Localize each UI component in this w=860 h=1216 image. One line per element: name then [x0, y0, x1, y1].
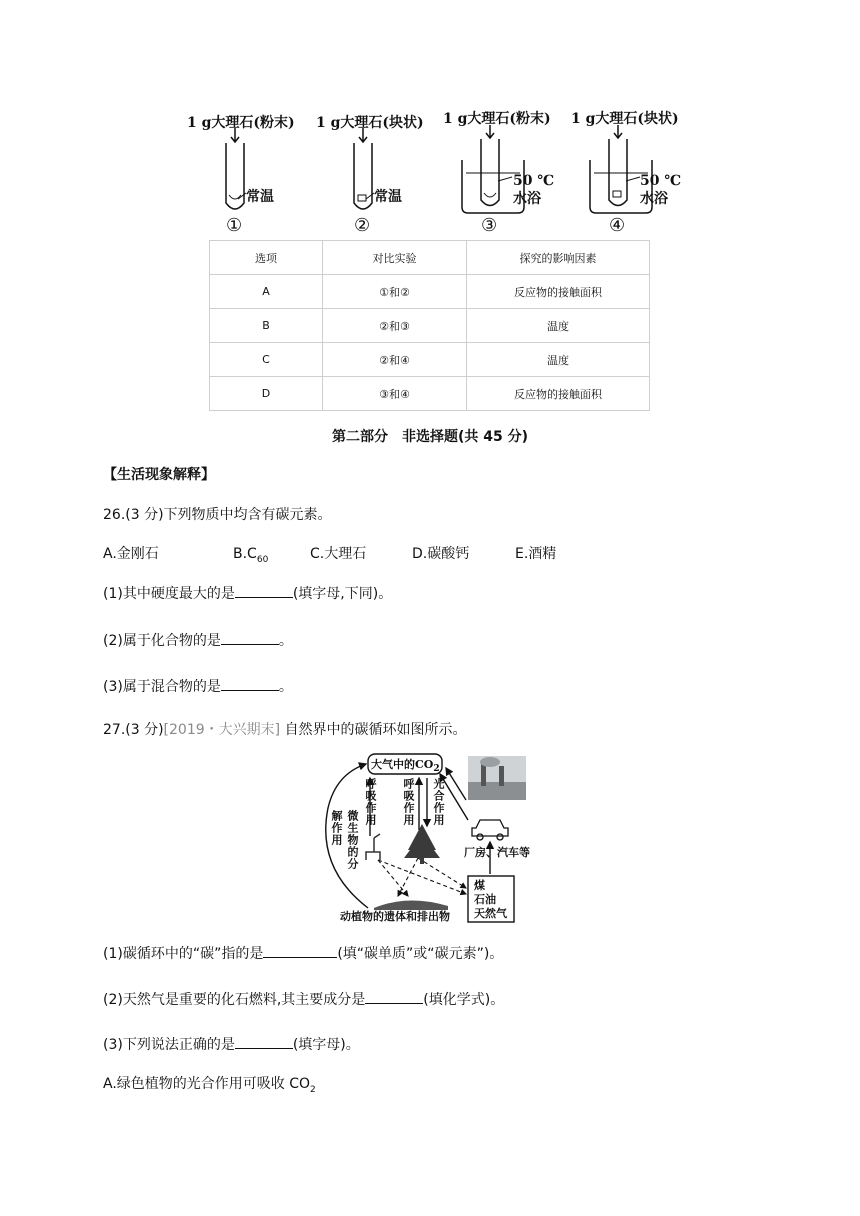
q26-option-b-text: B.C: [233, 546, 257, 562]
q27-subq2: [103, 989, 504, 1009]
fossil-oil: 石油: [474, 893, 496, 906]
remains-label: 动植物的遗体和排出物: [340, 910, 450, 923]
tube4-label: 1 g大理石(块状): [571, 111, 679, 127]
table-cell: B: [210, 309, 323, 343]
q26-subq2: [103, 630, 293, 650]
q26-subq1-tail: (填字母,下同)。: [292, 586, 393, 602]
tube2-condition: 常温: [374, 189, 402, 205]
co2-subscript: 2: [310, 1084, 316, 1095]
table-cell: D: [210, 377, 323, 411]
table-row: [210, 343, 650, 377]
fossil-gas: 天然气: [474, 907, 507, 920]
section-title: 第二部分 非选择题(共 45 分): [331, 429, 529, 445]
answer-blank[interactable]: [221, 676, 279, 691]
q26-subq1-text: (1)其中硬度最大的是: [103, 586, 235, 602]
microbe-decomposition-label: 微生物的分解作用: [330, 810, 359, 870]
table-cell: ②和④: [323, 343, 467, 377]
factory-car-label: 厂房、汽车等: [464, 846, 530, 859]
respiration-label-2: 呼吸作用: [402, 778, 415, 826]
q27-subq1-tail: (填“碳单质”或“碳元素”)。: [337, 946, 504, 962]
tube4-number: ④: [609, 215, 626, 236]
animal-icon: [366, 834, 380, 860]
q27-option-a-text: A.绿色植物的光合作用可吸收 CO: [103, 1076, 311, 1092]
table-row: [210, 309, 650, 343]
subsection-title: 【生活现象解释】: [103, 467, 215, 483]
carbon-cycle-diagram: [318, 748, 544, 924]
q26-subq3: [103, 676, 293, 696]
q27-stem-text: 自然界中的碳循环如图所示。: [284, 722, 467, 738]
q26-option-b: [233, 546, 310, 565]
table-header: 对比实验: [323, 241, 467, 275]
tube1-condition: 常温: [246, 189, 274, 205]
fossil-coal: 煤: [474, 879, 485, 892]
table-cell: A: [210, 275, 323, 309]
q27-number: 27.(3 分): [103, 722, 164, 738]
table-header: 探究的影响因素: [467, 241, 650, 275]
beaker3-temp: 50 ℃: [513, 173, 555, 189]
q26-option-c: C.大理石: [310, 546, 367, 562]
q26-subq3-text: (3)属于混合物的是: [103, 679, 221, 695]
q27-source: [2019・大兴期末]: [163, 722, 281, 738]
q26-subq3-tail: 。: [278, 679, 293, 695]
respiration-label-1: 呼吸作用: [364, 778, 377, 826]
answer-blank[interactable]: [235, 583, 293, 598]
tube2-number: ②: [354, 215, 371, 236]
table-cell: 温度: [467, 343, 650, 377]
q27-subq1-text: (1)碳循环中的“碳”指的是: [103, 946, 264, 962]
factory-icon: [468, 756, 526, 800]
table-cell: 反应物的接触面积: [467, 275, 650, 309]
table-cell: ②和③: [323, 309, 467, 343]
answer-blank[interactable]: [235, 1034, 293, 1049]
table-cell: 反应物的接触面积: [467, 377, 650, 411]
tube1-number: ①: [226, 215, 243, 236]
beaker3-bath: 水浴: [513, 191, 541, 207]
atmosphere-co2-text: 大气中的CO: [371, 758, 434, 771]
car-icon: [472, 820, 508, 840]
photosynthesis-label: 光合作用: [432, 778, 445, 826]
co2-subscript: 2: [433, 764, 440, 775]
table-cell: 温度: [467, 309, 650, 343]
table-cell: C: [210, 343, 323, 377]
atmosphere-co2-label: [371, 756, 440, 774]
table-header-row: [210, 241, 650, 275]
q26-options: [103, 543, 556, 565]
q26-subq1: [103, 583, 392, 603]
beaker4-bath: 水浴: [640, 191, 668, 207]
answer-blank[interactable]: [365, 989, 423, 1004]
answer-blank[interactable]: [263, 943, 337, 958]
q26-stem: 26.(3 分)下列物质中均含有碳元素。: [103, 507, 332, 523]
table-header: 选项: [210, 241, 323, 275]
tube3-number: ③: [481, 215, 498, 236]
table-cell: ①和②: [323, 275, 467, 309]
q27-subq2-text: (2)天然气是重要的化石燃料,其主要成分是: [103, 992, 366, 1008]
answer-blank[interactable]: [221, 630, 279, 645]
q26-subq2-tail: 。: [278, 633, 293, 649]
tube3-label: 1 g大理石(粉末): [443, 111, 551, 127]
table-row: [210, 377, 650, 411]
q26-subq2-text: (2)属于化合物的是: [103, 633, 221, 649]
table-cell: ③和④: [323, 377, 467, 411]
fossil-fuels-box: [474, 879, 507, 921]
q27-subq3: [103, 1034, 360, 1054]
q27-stem: [103, 719, 467, 739]
tube2-label: 1 g大理石(块状): [316, 115, 424, 131]
q26-option-e: E.酒精: [515, 546, 557, 562]
beaker4-temp: 50 ℃: [640, 173, 682, 189]
beaker4-condition: [640, 172, 681, 208]
q27-subq3-text: (3)下列说法正确的是: [103, 1037, 235, 1053]
q26-option-d: D.碳酸钙: [412, 546, 470, 562]
q26-option-a: A.金刚石: [103, 546, 159, 562]
q27-subq2-tail: (填化学式)。: [423, 992, 505, 1008]
q27-subq1: [103, 943, 503, 963]
options-table: [209, 240, 650, 411]
q27-subq3-tail: (填字母)。: [292, 1037, 360, 1053]
table-row: [210, 275, 650, 309]
c60-subscript: 60: [256, 554, 269, 565]
beaker3-condition: [513, 172, 554, 208]
tube1-label: 1 g大理石(粉末): [187, 115, 295, 131]
q27-option-a: [103, 1073, 316, 1095]
